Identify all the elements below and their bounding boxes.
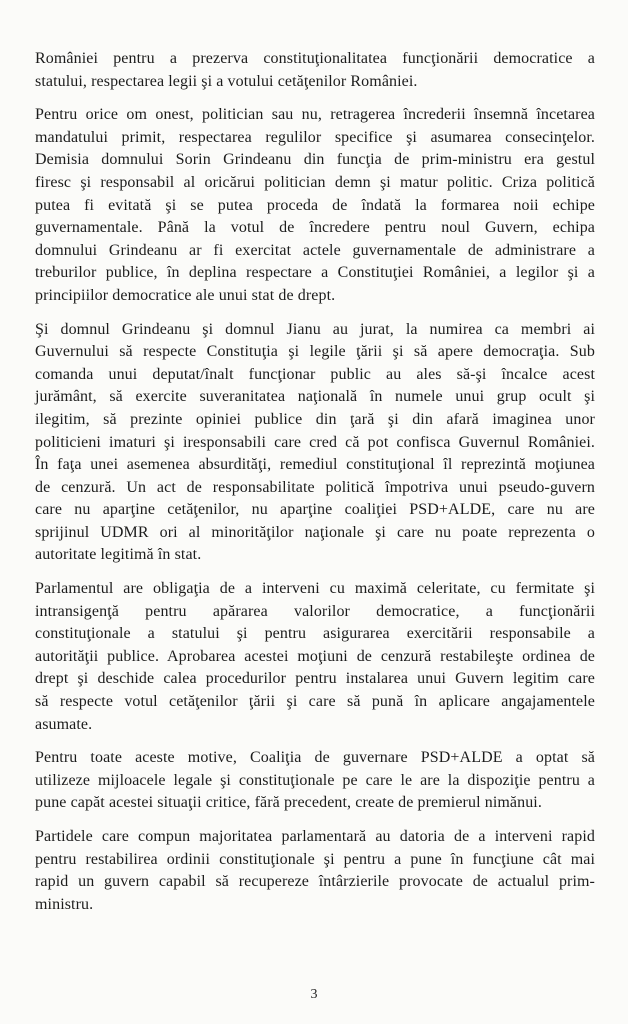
text-line: putea fi evitată şi se putea proceda de îndată la formarea noii echipe <box>35 196 595 214</box>
paragraph <box>35 319 595 568</box>
text-line: Parlamentul are obligaţia de a interveni cu maximă celeritate, cu fermitate şi <box>35 580 595 598</box>
text-line: să respecte votul cetăţenilor ţării şi care să pună în aplicare angajamentele <box>35 693 595 711</box>
text-line: sprijinul UDMR ori al minorităţilor naţionale şi care nu poate reprezenta o <box>35 523 595 541</box>
text-line: comanda unui deputat/înalt funcţionar public au ales să-şi încalce acest <box>35 365 595 383</box>
text-line: autoritate legitimă în stat. <box>35 546 202 564</box>
text-line: Şi domnul Grindeanu şi domnul Jianu au jurat, la numirea ca membri ai <box>35 320 595 338</box>
text-line: rapid un guvern capabil să recupereze întârzierile provocate de actualul prim- <box>35 873 595 891</box>
paragraph <box>35 747 595 815</box>
text-line: drept şi deschide calea procedurilor pentru instalarea unui Guvern legitim care <box>35 670 595 688</box>
text-line: pune capăt acestei situaţii critice, fără precedent, create de premierul nimănui. <box>35 794 542 812</box>
text-line: pentru restabilirea ordinii constituţionale şi pentru a pune în funcţiune cât mai <box>35 850 595 868</box>
text-line: utilizeze mijloacele legale şi constituţionale pe care le are la dispoziţie pentru a <box>35 771 595 789</box>
paragraph <box>35 48 595 93</box>
text-line: treburilor publice, în deplina respectare a Constituţiei României, a legilor şi a <box>35 264 595 282</box>
text-line: ilegitim, să prezinte opiniei publice din ţară şi din afară imaginea unor <box>35 410 595 428</box>
text-line: statului, respectarea legii şi a votului cetăţenilor României. <box>35 72 418 90</box>
text-line: Partidele care compun majoritatea parlamentară au datoria de a interveni rapid <box>35 828 595 845</box>
text-line: firesc şi responsabil al oricărui politician demn şi matur politic. Criza politică <box>35 173 595 191</box>
text-line: politicieni imaturi şi iresponsabili care cred că pot confisca Guvernul României. <box>35 433 595 451</box>
text-line: Pentru toate aceste motive, Coaliţia de guvernare PSD+ALDE a optat să <box>35 749 595 767</box>
paragraph <box>35 578 595 736</box>
text-line: mandatului primit, respectarea regulilor specifice şi asumarea consecinţelor. <box>35 128 595 146</box>
text-line: intransigenţă pentru apărarea valorilor democratice, a funcţionării <box>35 602 595 620</box>
document-body <box>35 48 595 927</box>
text-line: de cenzură. Un act de responsabilitate politică împotriva unui pseudo-guvern <box>35 478 595 496</box>
paragraph <box>35 826 595 916</box>
text-line: constituţionale a statului şi pentru asigurarea exercitării responsabile a <box>35 625 595 643</box>
text-line: jurământ, să exercite suveranitatea naţională în numele unui grup ocult şi <box>35 388 595 406</box>
text-line: domnului Grindeanu ar fi exercitat actele guvernamentale de administrare a <box>35 241 595 259</box>
text-line: principiilor democratice ale unui stat de drept. <box>35 286 336 304</box>
page-number: 3 <box>310 987 318 1002</box>
text-line: care nu aparţine cetăţenilor, nu aparţine coaliţiei PSD+ALDE, care nu are <box>35 501 595 519</box>
text-line: guvernamentale. Până la votul de încredere pentru noul Guvern, echipa <box>35 219 595 237</box>
text-line: autorităţii publice. Aprobarea acestei moţiuni de cenzură restabileşte ordinea de <box>35 647 595 665</box>
page-footer <box>0 985 628 1003</box>
paragraph <box>35 104 595 307</box>
text-line: Demisia domnului Sorin Grindeanu din funcţia de prim-ministru era gestul <box>35 151 595 169</box>
text-line: În faţa unei asemenea absurdităţi, remediul constituţional îl reprezintă moţiunea <box>35 456 595 474</box>
text-line: asumate. <box>35 715 93 733</box>
text-line: Guvernului să respecte Constituţia şi legile ţării şi să apere democraţia. Sub <box>35 343 595 361</box>
text-line: României pentru a prezerva constituţionalitatea funcţionării democratice a <box>35 50 595 67</box>
text-line: Pentru orice om onest, politician sau nu, retragerea încrederii însemnă încetarea <box>35 106 595 124</box>
text-line: ministru. <box>35 895 94 913</box>
